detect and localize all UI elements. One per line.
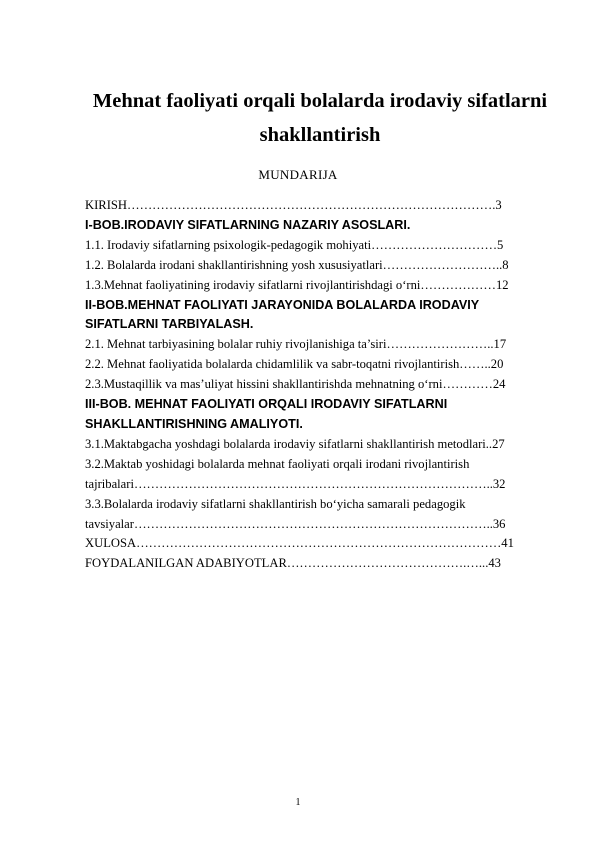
toc-entry: tajribalari…………………………………………………………………………..32 [85, 476, 506, 491]
document-title: Mehnat faoliyati orqali bolalarda irodaviy sifatlarni shakllantirish [92, 90, 548, 146]
toc-chapter-heading: III-BOB. MEHNAT FAOLIYATI ORQALI IRODAVIY SIFATLARNI [85, 397, 448, 412]
toc-entry: 3.2.Maktab yoshidagi bolalarda mehnat faoliyati orqali irodani rivojlantirish [85, 456, 470, 471]
toc-entry: 3.3.Bolalarda irodaviy sifatlarni shakllantirish bo‘yicha samarali pedagogik [85, 496, 466, 511]
toc-entry: 2.2. Mehnat faoliyatida bolalarda chidamlilik va sabr-toqatni rivojlantirish……..20 [85, 357, 504, 372]
toc-entry: 1.1. Irodaviy sifatlarning psixologik-pedagogik mohiyati…………………………5 [85, 237, 504, 252]
toc-entry: FOYDALANILGAN ADABIYOTLAR…………………………………….…...43 [85, 556, 501, 571]
page-number: 1 [295, 797, 301, 808]
toc-heading: MUNDARIJA [258, 167, 338, 182]
toc-entry: 2.1. Mehnat tarbiyasining bolalar ruhiy rivojlanishiga ta’siri……………………..17 [85, 337, 507, 352]
table-of-contents [85, 196, 548, 574]
toc-chapter-heading: SHAKLLANTIRISHNING AMALIYOTI. [85, 416, 303, 431]
toc-entry: tavsiyalar…………………………………………………………………………..36 [85, 516, 506, 531]
toc-entry: KIRISH…………………………………………………………………………….3 [85, 198, 502, 212]
toc-entry: 2.3.Mustaqillik va mas’uliyat hissini shakllantirishda mehnatning o‘rni…………24 [85, 377, 506, 392]
toc-entry: XULOSA……………………………………………………………………………41 [85, 536, 514, 551]
toc-chapter-heading: SIFATLARNI TARBIYALASH. [85, 317, 254, 332]
toc-entry: 1.3.Mehnat faoliyatining irodaviy sifatlarni rivojlantirishdagi o‘rni………………12 [85, 277, 509, 292]
toc-chapter-heading: I-BOB.IRODAVIY SIFATLARNING NAZARIY ASOSLARI. [85, 217, 411, 232]
toc-chapter-heading: II-BOB.MEHNAT FAOLIYATI JARAYONIDA BOLALARDA IRODAVIY [85, 297, 480, 312]
toc-entry: 3.1.Maktabgacha yoshdagi bolalarda irodaviy sifatlarni shakllantirish metodlari..27 [85, 436, 505, 451]
toc-entry: 1.2. Bolalarda irodani shakllantirishning yosh xususiyatlari………………………..8 [85, 257, 509, 272]
